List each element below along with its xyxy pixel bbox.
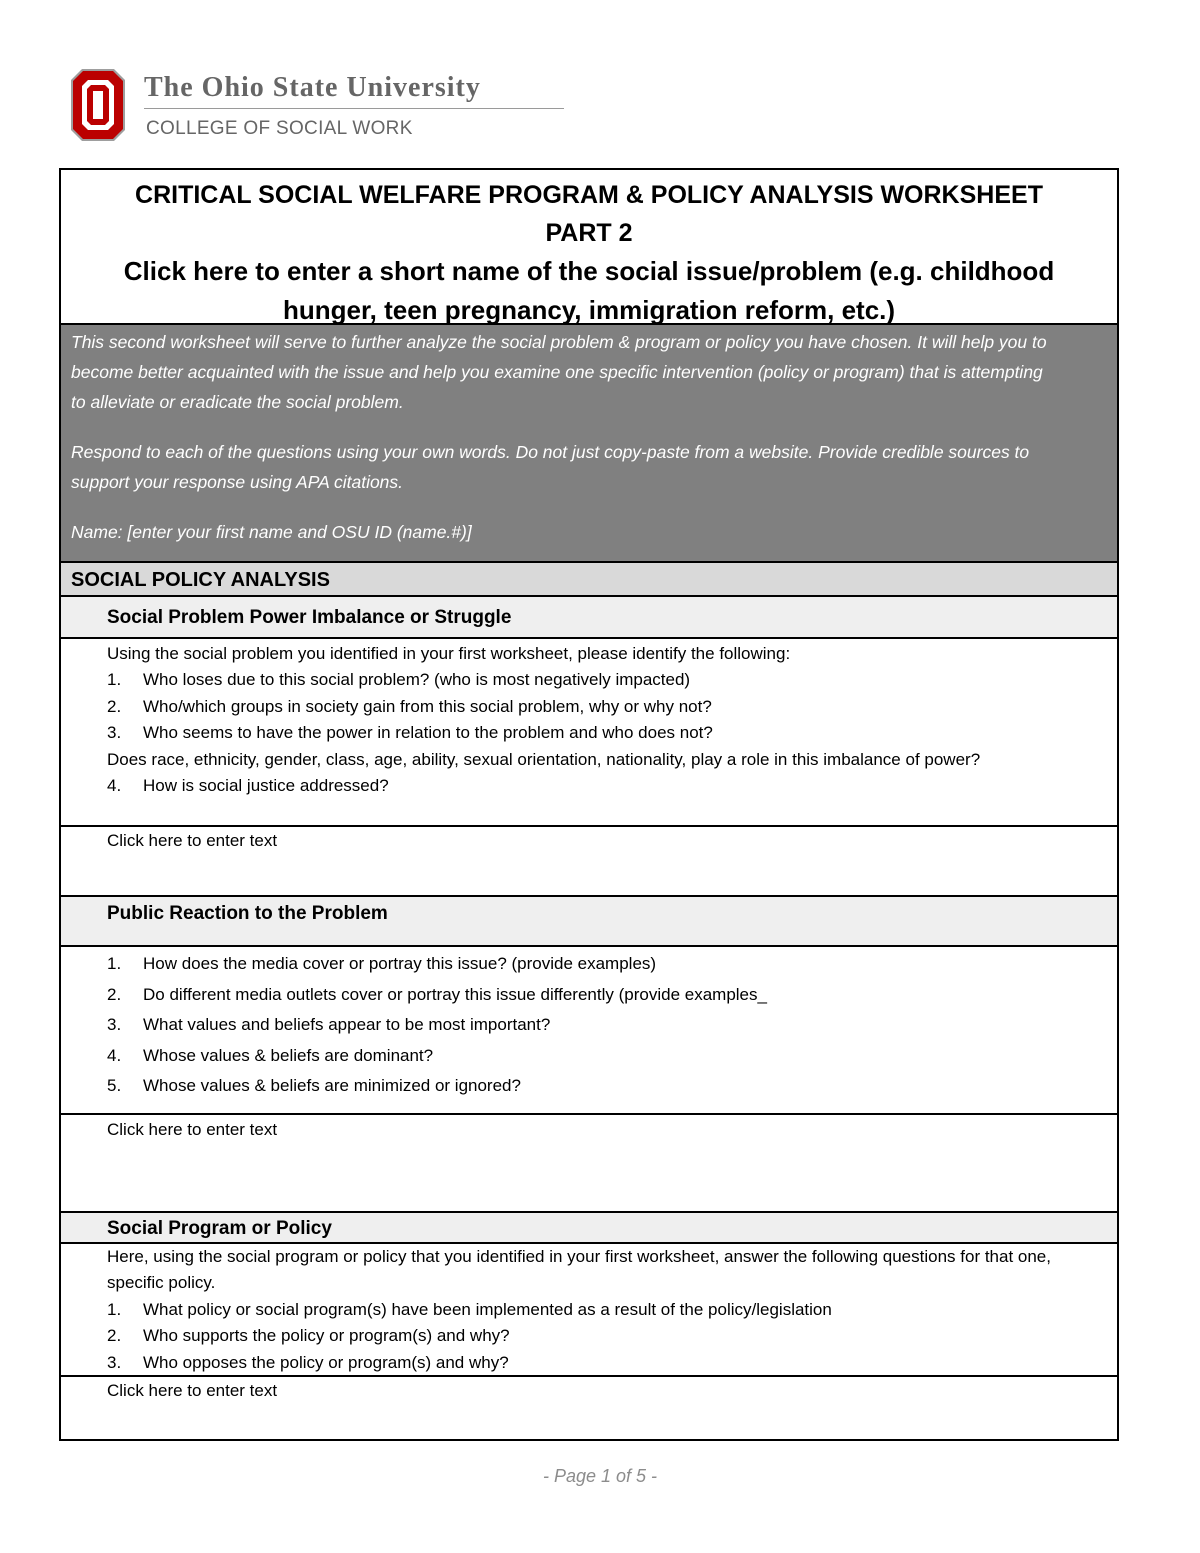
worksheet-part: PART 2 [545, 219, 633, 247]
question-item [107, 1071, 1103, 1102]
power-imbalance-heading: Social Problem Power Imbalance or Struggle [61, 597, 1117, 639]
question-item [107, 694, 1103, 720]
question-text: Whose values & beliefs are dominant? [143, 1045, 434, 1065]
question-number: 4. [107, 776, 122, 796]
question-item [107, 773, 1103, 799]
program-policy-questions [61, 1244, 1117, 1377]
question-item [107, 949, 1103, 980]
question-number: 2. [107, 984, 122, 1004]
college-name: COLLEGE OF SOCIAL WORK [146, 118, 413, 139]
question-text: How is social justice addressed? [143, 776, 389, 796]
public-reaction-answer-field[interactable]: Click here to enter text [61, 1115, 1117, 1213]
university-name: The Ohio State University [144, 72, 481, 103]
worksheet-title: CRITICAL SOCIAL WELFARE PROGRAM & POLICY ANALYSIS WORKSHEET [135, 181, 1043, 209]
question-text: What values and beliefs appear to be most important? [143, 1015, 551, 1034]
page-number: - Page 1 of 5 - [542, 1466, 658, 1486]
question-number: 1. [107, 954, 122, 973]
question-number: 2. [107, 696, 122, 716]
question-text: Do different media outlets cover or portray this issue differently (provide examples_ [143, 984, 767, 1004]
question-number: 4. [107, 1045, 122, 1065]
instructions-response-note: Respond to each of the questions using your own words. Do not just copy-paste from a website. Provide credible sources to support your response using APA citations. [71, 442, 1030, 492]
instructions-block [61, 325, 1117, 563]
question-text: What policy or social program(s) have been implemented as a result of the policy/legislation [143, 1299, 832, 1319]
section-title: SOCIAL POLICY ANALYSIS [61, 563, 1117, 597]
header-divider [144, 108, 564, 109]
question-item [107, 1350, 1103, 1376]
question-text: Who supports the policy or program(s) and why? [143, 1326, 510, 1346]
question-number: 3. [107, 1352, 122, 1372]
program-policy-answer-field[interactable]: Click here to enter text [107, 1381, 278, 1400]
question-text: Who opposes the policy or program(s) and why? [143, 1352, 509, 1372]
question-item [107, 1323, 1103, 1349]
question-item [107, 1297, 1103, 1323]
public-reaction-heading: Public Reaction to the Problem [61, 897, 1117, 947]
worksheet-title-block [61, 170, 1117, 325]
social-issue-field[interactable]: Click here to enter a short name of the social issue/problem (e.g. childhood hunger, teen pregnancy, immigration reform, etc.) [123, 256, 1055, 325]
worksheet-table [59, 168, 1119, 1441]
question-intro: Using the social problem you identified in your first worksheet, please identify the following: [107, 644, 791, 663]
name-field[interactable]: Name: [enter your first name and OSU ID (name.#)] [71, 522, 472, 542]
question-text: Whose values & beliefs are minimized or ignored? [143, 1076, 521, 1095]
question-item [107, 1041, 1103, 1072]
question-number: 3. [107, 723, 122, 743]
power-imbalance-answer-field[interactable]: Click here to enter text [61, 827, 1117, 897]
question-number: 1. [107, 670, 122, 690]
page-header [70, 68, 570, 144]
question-number: 3. [107, 1015, 122, 1034]
question-item [107, 667, 1103, 693]
program-policy-heading: Social Program or Policy [61, 1213, 1117, 1244]
question-text: How does the media cover or portray this issue? (provide examples) [143, 954, 657, 973]
question-text: Who loses due to this social problem? (who is most negatively impacted) [143, 670, 691, 690]
instructions-paragraph: This second worksheet will serve to further analyze the social problem & program or policy you have chosen. It will help you to become better acquainted with the issue and help you examine one specific intervention (policy or program) that is attempting to alleviate or eradicate the social problem. [71, 332, 1047, 412]
question-item [107, 720, 1103, 746]
question-number: 5. [107, 1076, 122, 1095]
question-note: Does race, ethnicity, gender, class, age, ability, sexual orientation, nationality, play a role in this imbalance of power? [107, 749, 981, 769]
question-text: Who seems to have the power in relation to the problem and who does not? [143, 723, 713, 743]
question-item [107, 1010, 1103, 1041]
question-number: 2. [107, 1326, 122, 1346]
question-number: 1. [107, 1299, 122, 1319]
question-text: Who/which groups in society gain from this social problem, why or why not? [143, 696, 712, 716]
question-item [107, 980, 1103, 1011]
block-o-logo-icon [70, 68, 126, 142]
power-imbalance-questions [61, 639, 1117, 827]
public-reaction-questions [61, 947, 1117, 1115]
question-intro: Here, using the social program or policy that you identified in your first worksheet, answer the following questions for that one, specific policy. [107, 1247, 1051, 1293]
